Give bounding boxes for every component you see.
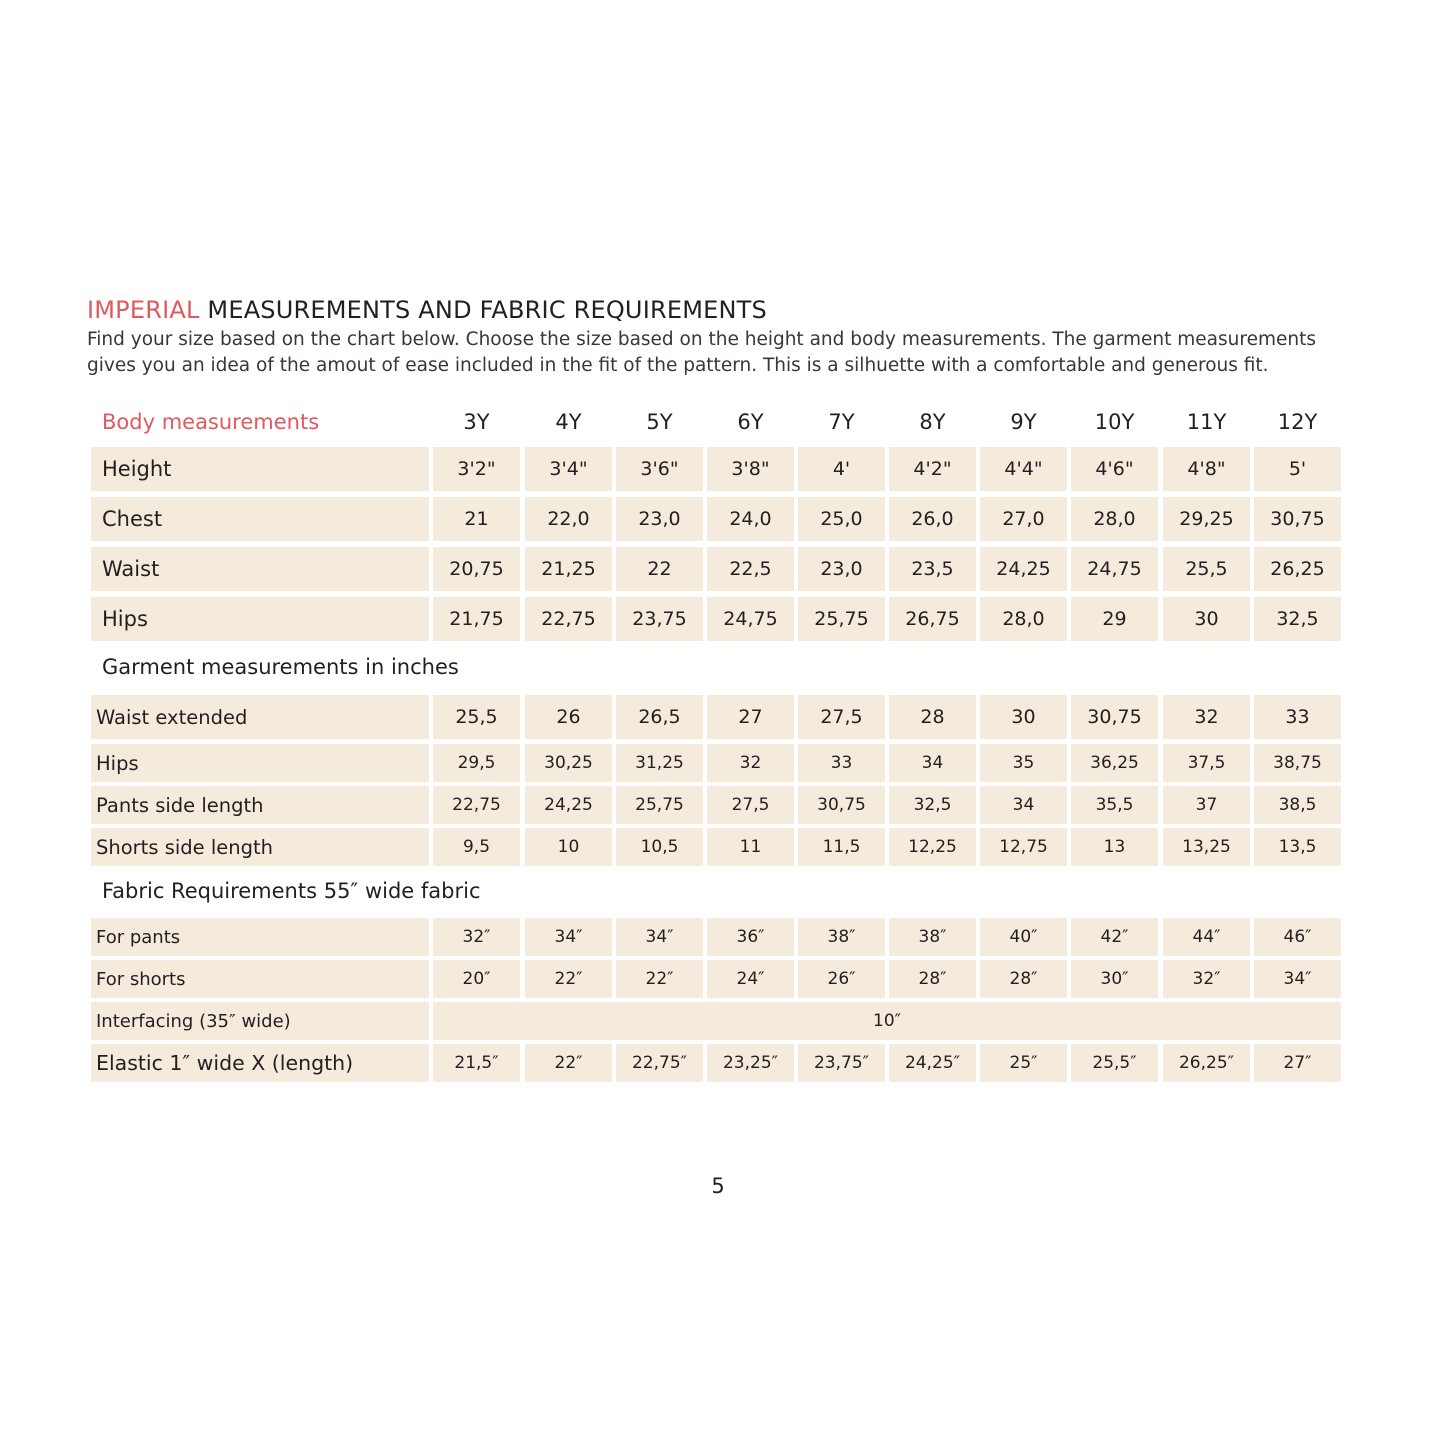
body-row-cell: 24,25 [980,547,1067,591]
garment-row-cell: 27 [707,695,794,739]
garment-row-label-hips: Hips [91,744,429,782]
elastic-cell: 21,5″ [433,1044,520,1082]
body-row-cell: 32,5 [1254,597,1341,641]
intro-line-1: Find your size based on the chart below. Choose the size based on the height and body measurements. The garment measurements [87,329,1316,350]
elastic-cell: 22,75″ [616,1044,703,1082]
garment-row-cell: 25,5 [433,695,520,739]
fabric-row-label-for-pants: For pants [91,918,429,956]
body-row-cell: 3'4" [525,447,612,491]
body-row-label-height: Height [91,447,429,491]
body-row-cell: 26,25 [1254,547,1341,591]
garment-row-cell: 30,75 [798,786,885,824]
title-accent: IMPERIAL [87,296,200,324]
fabric-row-cell: 34″ [616,918,703,956]
fabric-row-cell: 28″ [980,960,1067,998]
garment-row-label-shorts-side-length: Shorts side length [91,828,429,866]
body-row-cell: 23,0 [798,547,885,591]
garment-row-cell: 34 [980,786,1067,824]
body-row-cell: 22,75 [525,597,612,641]
garment-row-cell: 34 [889,744,976,782]
fabric-row-cell: 34″ [525,918,612,956]
garment-row-cell: 37 [1163,786,1250,824]
garment-row-cell: 27,5 [707,786,794,824]
body-row-cell: 25,75 [798,597,885,641]
fabric-row-cell: 26″ [798,960,885,998]
fabric-section-title: Fabric Requirements 55″ wide fabric [102,879,481,903]
elastic-cell: 25″ [980,1044,1067,1082]
garment-row-cell: 32,5 [889,786,976,824]
fabric-row-cell: 22″ [525,960,612,998]
garment-row-cell: 26 [525,695,612,739]
body-row-cell: 30 [1163,597,1250,641]
body-row-cell: 23,75 [616,597,703,641]
body-row-cell: 3'6" [616,447,703,491]
fabric-row-cell: 34″ [1254,960,1341,998]
garment-row-cell: 38,5 [1254,786,1341,824]
garment-row-label-waist-extended: Waist extended [91,695,429,739]
garment-row-cell: 28 [889,695,976,739]
garment-row-cell: 9,5 [433,828,520,866]
garment-row-cell: 31,25 [616,744,703,782]
fabric-row-cell: 40″ [980,918,1067,956]
fabric-row-cell: 28″ [889,960,976,998]
interfacing-label: Interfacing (35″ wide) [91,1002,429,1040]
interfacing-value: 10″ [433,1002,1341,1040]
fabric-row-cell: 24″ [707,960,794,998]
garment-row-cell: 30,75 [1071,695,1158,739]
body-row-cell: 3'8" [707,447,794,491]
page-title [87,296,767,324]
garment-row-cell: 12,75 [980,828,1067,866]
elastic-cell: 25,5″ [1071,1044,1158,1082]
size-header-8y: 8Y [919,410,946,434]
body-row-cell: 4'2" [889,447,976,491]
fabric-row-cell: 38″ [798,918,885,956]
size-header-6y: 6Y [737,410,764,434]
garment-row-cell: 13,5 [1254,828,1341,866]
size-header-9y: 9Y [1010,410,1037,434]
body-row-cell: 30,75 [1254,497,1341,541]
body-row-cell: 25,5 [1163,547,1250,591]
garment-row-label-pants-side-length: Pants side length [91,786,429,824]
elastic-cell: 23,75″ [798,1044,885,1082]
size-header-12y: 12Y [1277,410,1318,434]
body-row-cell: 20,75 [433,547,520,591]
fabric-row-cell: 42″ [1071,918,1158,956]
garment-row-cell: 35 [980,744,1067,782]
body-row-cell: 26,75 [889,597,976,641]
fabric-row-label-for-shorts: For shorts [91,960,429,998]
body-row-cell: 4'8" [1163,447,1250,491]
elastic-cell: 27″ [1254,1044,1341,1082]
body-row-cell: 29,25 [1163,497,1250,541]
garment-row-cell: 33 [1254,695,1341,739]
body-row-cell: 4'6" [1071,447,1158,491]
garment-row-cell: 13 [1071,828,1158,866]
body-row-label-chest: Chest [91,497,429,541]
body-row-cell: 22,0 [525,497,612,541]
garment-row-cell: 30,25 [525,744,612,782]
elastic-cell: 24,25″ [889,1044,976,1082]
body-row-cell: 21 [433,497,520,541]
intro-paragraph [87,327,1347,379]
garment-row-cell: 11,5 [798,828,885,866]
garment-row-cell: 25,75 [616,786,703,824]
body-row-cell: 23,0 [616,497,703,541]
fabric-row-cell: 30″ [1071,960,1158,998]
garment-row-cell: 33 [798,744,885,782]
body-row-cell: 3'2" [433,447,520,491]
garment-row-cell: 10,5 [616,828,703,866]
body-row-label-hips: Hips [91,597,429,641]
garment-row-cell: 38,75 [1254,744,1341,782]
size-header-3y: 3Y [463,410,490,434]
garment-row-cell: 11 [707,828,794,866]
body-row-cell: 28,0 [1071,497,1158,541]
body-row-cell: 22 [616,547,703,591]
size-header-5y: 5Y [646,410,673,434]
body-row-cell: 24,75 [707,597,794,641]
body-row-cell: 27,0 [980,497,1067,541]
fabric-row-cell: 46″ [1254,918,1341,956]
garment-row-cell: 27,5 [798,695,885,739]
garment-section-title: Garment measurements in inches [102,655,459,679]
body-row-cell: 24,75 [1071,547,1158,591]
title-rest: MEASUREMENTS AND FABRIC REQUIREMENTS [207,296,767,324]
size-header-4y: 4Y [555,410,582,434]
body-row-cell: 4'4" [980,447,1067,491]
page-number: 5 [711,1174,725,1198]
garment-row-cell: 32 [1163,695,1250,739]
body-row-cell: 5' [1254,447,1341,491]
garment-row-cell: 30 [980,695,1067,739]
header-body-measurements: Body measurements [102,410,320,434]
fabric-row-cell: 22″ [616,960,703,998]
fabric-row-cell: 20″ [433,960,520,998]
body-row-cell: 21,25 [525,547,612,591]
body-row-cell: 4' [798,447,885,491]
body-row-label-waist: Waist [91,547,429,591]
body-row-cell: 28,0 [980,597,1067,641]
fabric-row-cell: 32″ [1163,960,1250,998]
elastic-cell: 26,25″ [1163,1044,1250,1082]
garment-row-cell: 37,5 [1163,744,1250,782]
body-row-cell: 29 [1071,597,1158,641]
size-header-10y: 10Y [1094,410,1135,434]
body-row-cell: 26,0 [889,497,976,541]
garment-row-cell: 13,25 [1163,828,1250,866]
garment-row-cell: 10 [525,828,612,866]
garment-row-cell: 32 [707,744,794,782]
elastic-cell: 22″ [525,1044,612,1082]
garment-row-cell: 12,25 [889,828,976,866]
body-row-cell: 23,5 [889,547,976,591]
fabric-row-cell: 38″ [889,918,976,956]
elastic-label: Elastic 1″ wide X (length) [91,1044,429,1082]
fabric-row-cell: 44″ [1163,918,1250,956]
size-header-11y: 11Y [1186,410,1227,434]
body-row-cell: 21,75 [433,597,520,641]
garment-row-cell: 22,75 [433,786,520,824]
elastic-cell: 23,25″ [707,1044,794,1082]
intro-line-2: gives you an idea of the amout of ease included in the fit of the pattern. This is a silhuette with a comfortable and generous fit. [87,355,1269,376]
garment-row-cell: 36,25 [1071,744,1158,782]
fabric-row-cell: 32″ [433,918,520,956]
body-row-cell: 24,0 [707,497,794,541]
body-row-cell: 25,0 [798,497,885,541]
size-header-7y: 7Y [828,410,855,434]
garment-row-cell: 29,5 [433,744,520,782]
garment-row-cell: 26,5 [616,695,703,739]
garment-row-cell: 24,25 [525,786,612,824]
body-row-cell: 22,5 [707,547,794,591]
fabric-row-cell: 36″ [707,918,794,956]
garment-row-cell: 35,5 [1071,786,1158,824]
